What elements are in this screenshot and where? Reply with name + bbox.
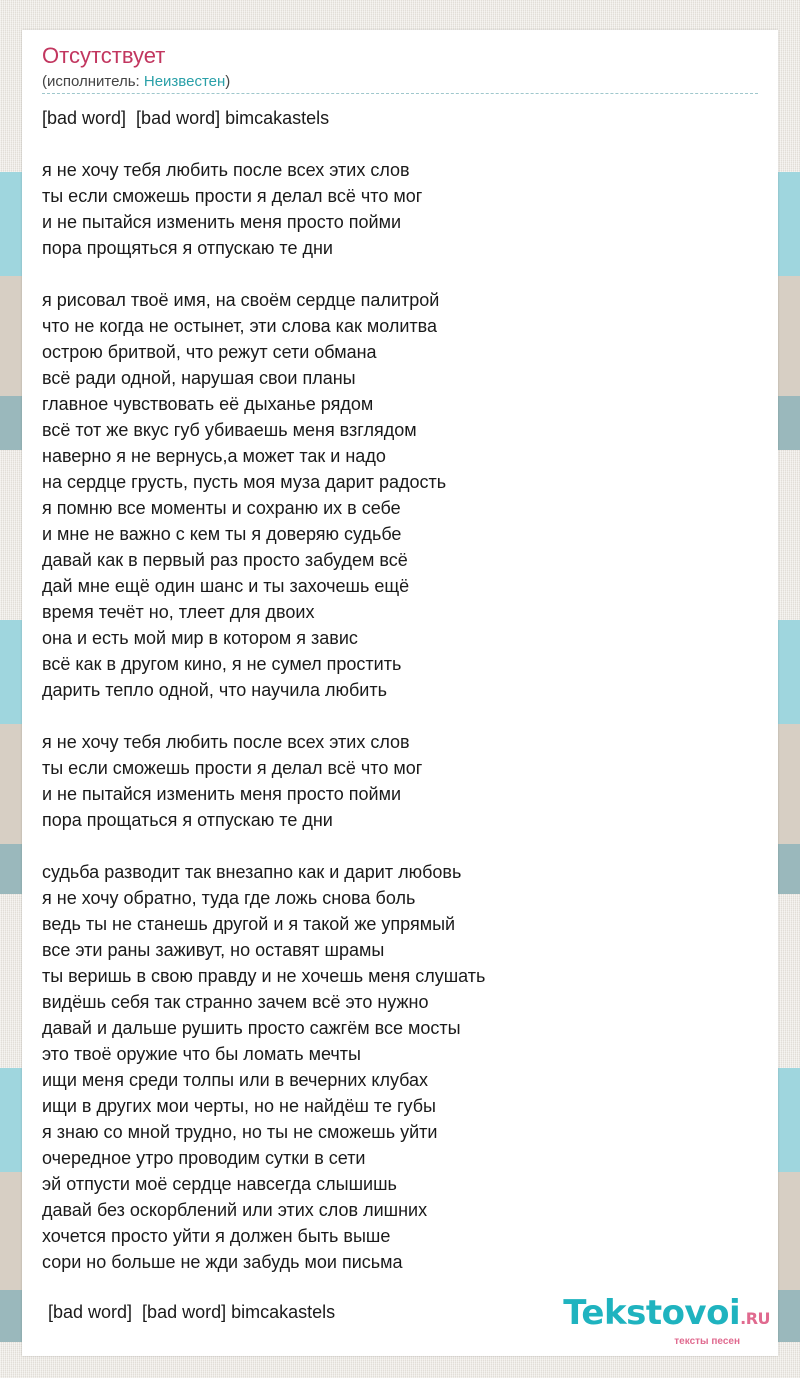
lyrics-card (22, 30, 778, 1356)
lyrics-text: [bad word] [bad word] bimcakastels я не хочу тебя любить после всех этих слов ты если сможешь прости я делал всё что мог и не пытайся изменить меня просто пойми пора прощяться я отпускаю те дни я рисовал твоё имя, на своём сердце палитрой что не когда не остынет, эти слова как молитва острою бритвой, что режут сети обмана всё ради одной, нарушая свои планы главное чувствовать её дыханье рядом всё тот же вкус губ убиваешь меня взглядом наверно я не вернусь,а может так и надо на сердце грусть, пусть моя муза дарит радость я помню все моменты и сохраню их в себе и мне не важно с кем ты я доверяю судьбе давай как в первый раз просто забудем всё дай мне ещё один шанс и ты захочешь ещё время течёт но, тлеет для двоих она и есть мой мир в котором я завис всё как в другом кино, я не сумел простить дарить тепло одной, что научила любить я не хочу тебя любить после всех этих слов ты если сможешь прости я делал всё что мог и не пытайся изменить меня просто пойми пора прощаться я отпускаю те дни судьба разводит так внезапно как и дарит любовь я не хочу обратно, туда где ложь снова боль ведь ты не станешь другой и я такой же упрямый все эти раны заживут, но оставят шрамы ты веришь в свою правду и не хочешь меня слушать видёшь себя так странно зачем всё это нужно давай и дальше рушить просто сажгём все мосты это твоё оружие что бы ломать мечты ищи меня среди толпы или в вечерних клубах ищи в других мои черты, но не найдёш те губы я знаю со мной трудно, но ты не сможешь уйти очередное утро проводим сутки в сети эй отпусти моё сердце навсегда слышишь давай без оскорблений или этих слов лишних хочется просто уйти я должен быть выше сори но больше не жди забудь мои письма (42, 108, 486, 1272)
logo-tagline: тексты песен (674, 1336, 740, 1347)
artist-line (42, 72, 230, 92)
logo-tld: .RU (740, 1309, 770, 1328)
logo-name: Tekstovoi (563, 1293, 741, 1333)
artist-link[interactable]: Неизвестен (143, 73, 226, 90)
site-logo[interactable] (563, 1293, 770, 1348)
artist-suffix: ) (225, 73, 231, 90)
song-title: Отсутствует (42, 43, 166, 68)
lyrics-footer-line: [bad word] [bad word] bimcakastels (48, 1302, 336, 1322)
title-divider (42, 93, 758, 94)
artist-prefix: (исполнитель: (42, 73, 144, 90)
